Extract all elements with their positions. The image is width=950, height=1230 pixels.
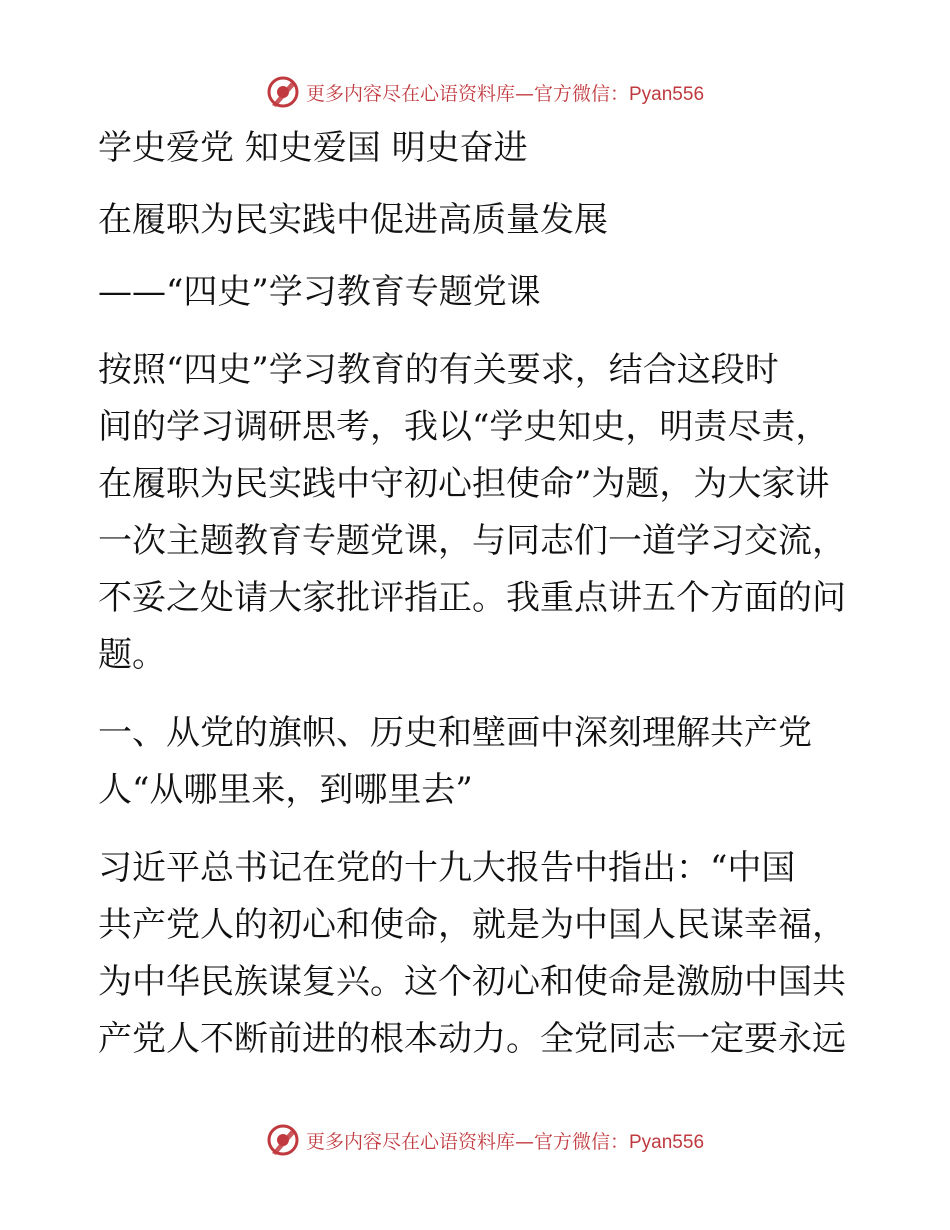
paragraph-1-line-6: 题。 xyxy=(98,635,166,675)
watermark-account: Pyan556 xyxy=(629,1131,705,1153)
section-heading-line-2: 人“从哪里来，到哪里去” xyxy=(98,770,473,810)
watermark-group-footer xyxy=(266,1123,704,1157)
watermark-group xyxy=(266,75,704,109)
paragraph-2-line-3: 为中华民族谋复兴。这个初心和使命是激励中国共 xyxy=(98,962,846,1002)
paragraph-1-line-2: 间的学习调研思考，我以“学史知史，明责尽责， xyxy=(98,407,830,447)
watermark-text xyxy=(306,79,704,106)
watermark-label: 更多内容尽在心语资料库—官方微信： xyxy=(305,1130,629,1153)
title-line-1: 学史爱党 知史爱国 明史奋进 xyxy=(98,128,528,168)
footer-watermark xyxy=(0,1118,950,1162)
paragraph-1-line-4: 一次主题教育专题党课，与同志们一道学习交流， xyxy=(98,521,846,561)
watermark-label: 更多内容尽在心语资料库—官方微信： xyxy=(305,82,629,105)
watermark-account: Pyan556 xyxy=(629,83,705,105)
paragraph-1-line-1: 按照“四史”学习教育的有关要求，结合这段时 xyxy=(98,350,779,390)
paragraph-2-line-2: 共产党人的初心和使命，就是为中国人民谋幸福， xyxy=(98,905,846,945)
title-line-2: 在履职为民实践中促进高质量发展 xyxy=(98,200,608,240)
title-line-3: ——“四史”学习教育专题党课 xyxy=(98,272,541,312)
paragraph-1-line-5: 不妥之处请大家批评指正。我重点讲五个方面的问 xyxy=(98,578,846,618)
paragraph-2-line-1: 习近平总书记在党的十九大报告中指出：“中国 xyxy=(98,848,796,888)
pen-logo-icon xyxy=(266,75,300,109)
paragraph-1-line-3: 在履职为民实践中守初心担使命”为题，为大家讲 xyxy=(98,464,830,504)
section-heading-line-1: 一、从党的旗帜、历史和壁画中深刻理解共产党 xyxy=(98,713,812,753)
paragraph-2-line-4: 产党人不断前进的根本动力。全党同志一定要永远 xyxy=(98,1019,846,1059)
header-watermark xyxy=(0,70,950,114)
watermark-text xyxy=(306,1127,704,1154)
pen-logo-icon xyxy=(266,1123,300,1157)
